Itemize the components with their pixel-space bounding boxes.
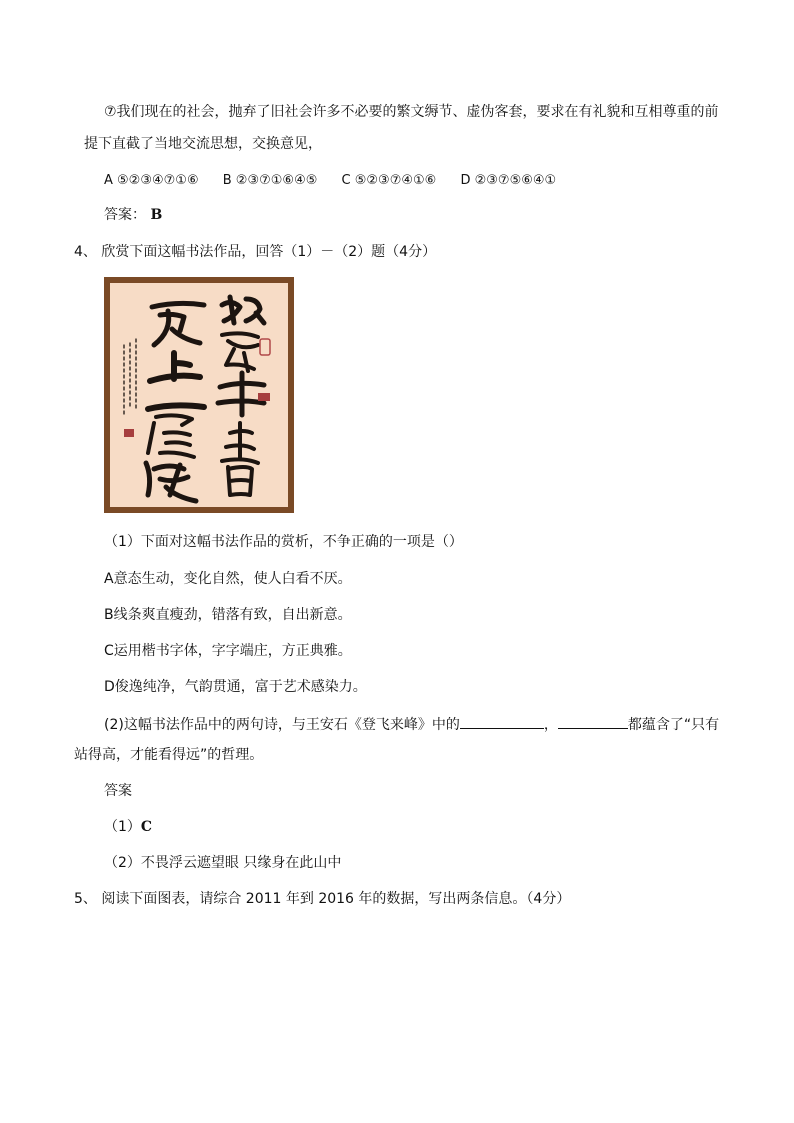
answer-3 — [104, 206, 162, 224]
item7-line-2: 提下直截了当地交流思想，交换意见， — [84, 136, 322, 152]
calligraphy-strokes — [110, 283, 288, 507]
blank-separator: ， — [543, 717, 558, 733]
calligraphy-artwork — [104, 277, 294, 513]
question-4-2-part-2: 都蕴含了“只有 — [627, 717, 720, 733]
answer-4-2: （2）不畏浮云遮望眼 只缘身在此山中 — [104, 855, 342, 871]
option-a: A ⑤②③④⑦①⑥ — [104, 173, 199, 188]
option-c: C ⑤②③⑦④①⑥ — [341, 173, 437, 188]
answer-label: 答案： — [104, 207, 146, 223]
choice-a: A意态生动，变化自然，使人白看不厌。 — [104, 571, 352, 587]
fill-blank-1 — [460, 714, 544, 729]
question-5-title: 5、 阅读下面图表，请综合 2011 年到 2016 年的数据，写出两条信息。（4分） — [74, 891, 571, 907]
answer-value: B — [150, 207, 163, 223]
answer-4-label: 答案 — [104, 783, 132, 799]
question-4-2-part-1: (2)这幅书法作品中的两句诗，与王安石《登飞来峰》中的 — [104, 717, 460, 733]
options-row — [104, 172, 556, 190]
answer-4-1-value: C — [140, 819, 153, 835]
option-b: B ②③⑦①⑥④⑤ — [222, 173, 318, 188]
question-4-2-line-1 — [104, 714, 719, 734]
seal-middle — [258, 393, 270, 401]
seal-top — [260, 339, 270, 355]
choice-d: D俊逸纯净，气韵贯通，富于艺术感染力。 — [104, 679, 367, 695]
answer-4-1-prefix: （1） — [104, 819, 141, 835]
seal-bottom — [124, 429, 134, 437]
calligraphy-paper — [110, 283, 288, 507]
question-4-title: 4、 欣赏下面这幅书法作品，回答（1）－（2）题（4分） — [74, 244, 437, 260]
fill-blank-2 — [558, 714, 628, 729]
question-4-2-line-2: 站得高，才能看得远”的哲理。 — [74, 747, 264, 763]
question-4-1-title: （1）下面对这幅书法作品的赏析，不争正确的一项是（） — [104, 534, 463, 550]
answer-4-1 — [104, 818, 152, 836]
choice-b: B线条爽直瘦劲，错落有致，自出新意。 — [104, 607, 352, 623]
item7-line-1: ⑦我们现在的社会，抛弃了旧社会许多不必要的繁文缛节、虚伪客套，要求在有礼貌和互相尊重的前 — [104, 104, 719, 120]
choice-c: C运用楷书字体，字字端庄，方正典雅。 — [104, 643, 352, 659]
option-d: D ②③⑦⑤⑥④① — [460, 173, 557, 188]
